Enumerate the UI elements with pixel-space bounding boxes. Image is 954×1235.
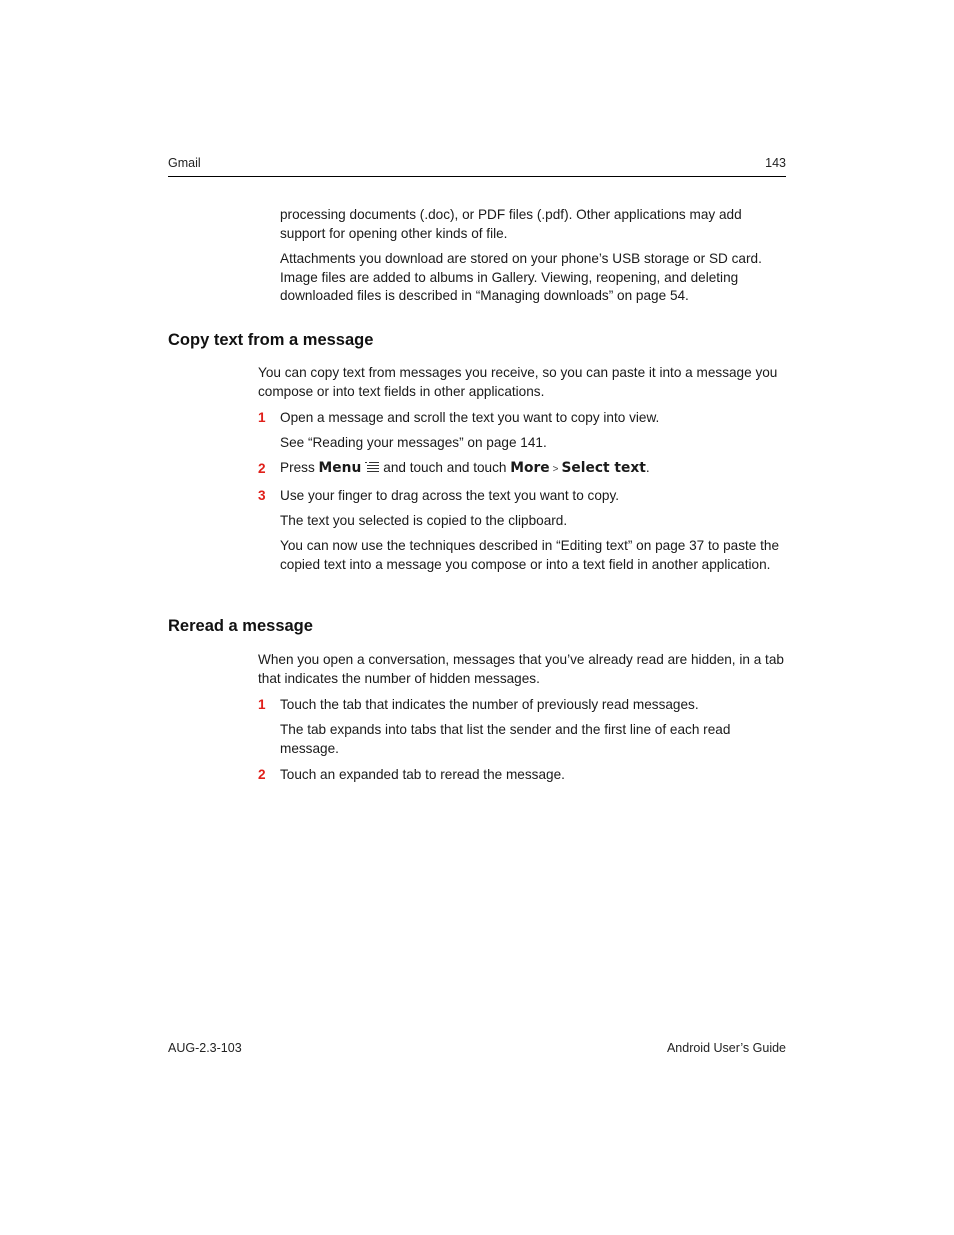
section-heading-copy-text: Copy text from a message [168, 331, 374, 349]
chevron-separator: > [552, 464, 559, 475]
reread-intro-paragraph: When you open a conversation, messages that you’ve already read are hidden, in a tab that indicates the number of hidden messages. [258, 652, 784, 686]
step-number: 3 [258, 488, 266, 503]
copy-step-1-text: Open a message and scroll the text you want to copy into view. [280, 410, 660, 425]
more-option-label: More [510, 460, 550, 476]
copy-step-1-note: See “Reading your messages” on page 141. [280, 435, 547, 450]
step-number: 2 [258, 767, 266, 782]
guide-title: Android User’s Guide [666, 1041, 786, 1055]
step-number: 2 [258, 461, 266, 476]
intro-paragraph-1: processing documents (.doc), or PDF files (.pdf). Other applications may add support for opening other kinds of file. [280, 207, 742, 241]
step-2-period: . [645, 460, 650, 475]
copy-step-2-text [280, 459, 780, 480]
intro-paragraph-2: Attachments you download are stored on your phone’s USB storage or SD card. Image files are added to albums in Gallery. Viewing, reopening, and deleting downloaded files is described in “Managing downloads” on page 54. [280, 251, 762, 303]
menu-icon [365, 460, 379, 472]
reread-step-1-text: Touch the tab that indicates the number of previously read messages. [280, 697, 699, 712]
running-header-section: Gmail [168, 156, 201, 170]
page-number: 143 [765, 156, 786, 170]
header-divider [168, 176, 786, 177]
copy-step-3-note-1: The text you selected is copied to the clipboard. [280, 513, 568, 528]
reread-step-1-note: The tab expands into tabs that list the sender and the first line of each read message. [280, 722, 731, 756]
copy-intro-paragraph: You can copy text from messages you receive, so you can paste it into a message you compose or into text fields in other applications. [258, 365, 778, 399]
select-text-option-label: Select text [561, 460, 646, 476]
menu-key-label: Menu [318, 460, 362, 476]
copy-step-3-note-2: You can now use the techniques described in “Editing text” on page 37 to paste the copied text into a message you compose or into a text field in another application. [280, 538, 780, 572]
section-heading-reread: Reread a message [168, 617, 313, 635]
step-number: 1 [258, 410, 266, 425]
step-number: 1 [258, 697, 266, 712]
copy-step-3-text: Use your finger to drag across the text you want to copy. [280, 488, 620, 503]
document-id: AUG-2.3-103 [168, 1041, 242, 1055]
reread-step-2-text: Touch an expanded tab to reread the message. [280, 767, 565, 782]
step-2-press-label: Press [280, 460, 315, 475]
step-2-mid-text: and touch and touch [383, 460, 507, 475]
